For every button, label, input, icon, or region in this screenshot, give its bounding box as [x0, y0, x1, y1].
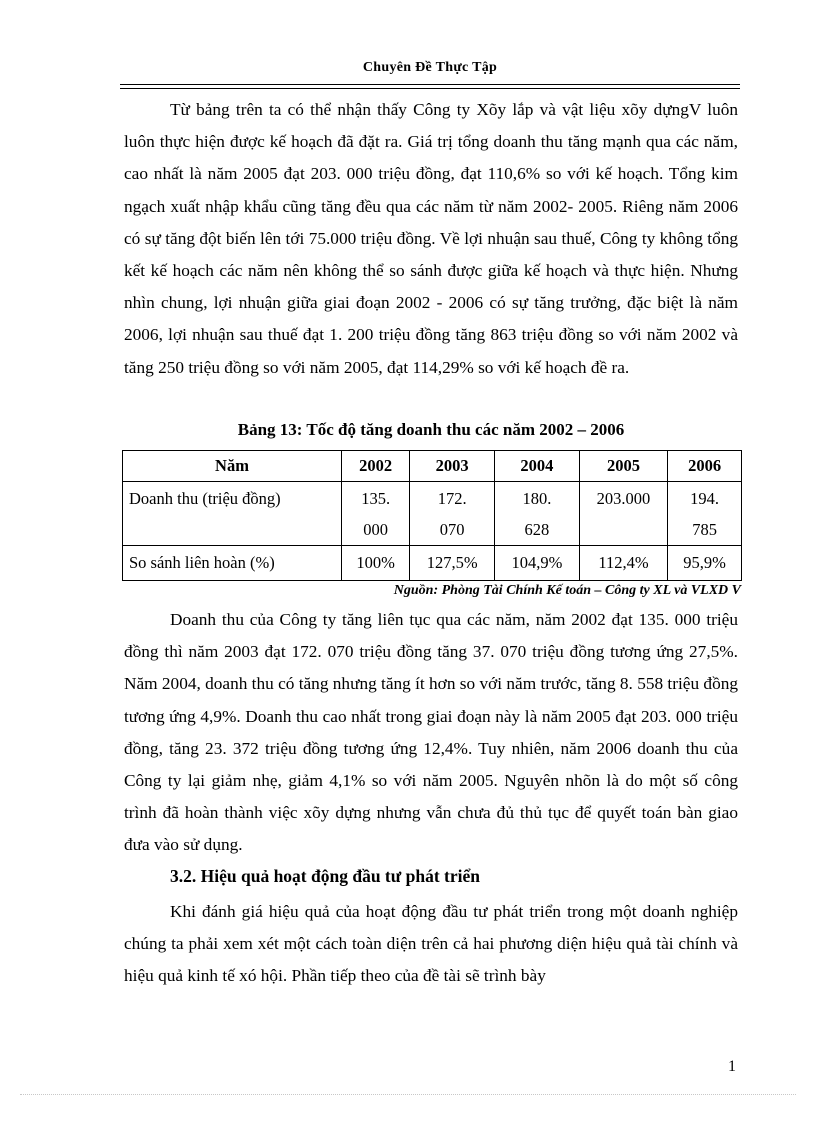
revenue-growth-table	[122, 450, 742, 581]
revenue-2003-line2: 070	[439, 520, 465, 539]
header-cell-2005: 2005	[579, 451, 667, 482]
row-label-comparison: So sánh liên hoàn (%)	[123, 546, 342, 581]
table-row-comparison	[123, 546, 742, 581]
comparison-cell-2005: 112,4%	[579, 546, 667, 581]
revenue-cell-2006	[668, 482, 742, 546]
revenue-cell-2003	[410, 482, 495, 546]
header-cell-2003: 2003	[410, 451, 495, 482]
revenue-2004-line1: 180.	[522, 489, 552, 508]
header-cell-year: Năm	[123, 451, 342, 482]
revenue-cell-2004	[495, 482, 580, 546]
revenue-2006-line2: 785	[692, 520, 717, 539]
page-bottom-border	[20, 1094, 796, 1095]
table-row-revenue	[123, 482, 742, 546]
page-header-title: Chuyên Đề Thực Tập	[362, 60, 498, 75]
revenue-2006-line1: 194.	[690, 489, 720, 508]
header-cell-2004: 2004	[495, 451, 580, 482]
revenue-2003-line1: 172.	[437, 489, 467, 508]
revenue-cell-2002	[342, 482, 410, 546]
revenue-cell-2005	[579, 482, 667, 546]
header-rule-thin	[120, 88, 740, 89]
revenue-2002-line2: 000	[363, 520, 389, 539]
header-cell-2002: 2002	[342, 451, 410, 482]
header-rule	[120, 84, 740, 85]
comparison-cell-2006: 95,9%	[668, 546, 742, 581]
row-label-revenue: Doanh thu (triệu đồng)	[123, 482, 342, 546]
revenue-2002-line1: 135.	[361, 489, 391, 508]
paragraph-1: Từ bảng trên ta có thể nhận thấy Công ty Xõy lắp và vật liệu xõy dựngV luôn luôn thực hiện được kế hoạch đã đặt ra. Giá trị tổng doanh thu tăng mạnh qua các năm, cao nhất là năm 2005 đạt 203. 000 triệu đồng, đạt 110,6% so với kế hoạch. Tổng kim ngạch xuất nhập khẩu cũng tăng đều qua các năm từ năm 2002- 2005. Riêng năm 2006 có sự tăng đột biến lên tới 75.000 triệu đồng. Về lợi nhuận sau thuế, Công ty không tổng kết kế hoạch các năm nên không thể so sánh được giữa kế hoạch và thực hiện. Nhưng nhìn chung, lợi nhuận giữa giai đoạn 2002 - 2006 có sự tăng trưởng, đặc biệt là năm 2006, lợi nhuận sau thuế đạt 1. 200 triệu đồng tăng 863 triệu đồng so với năm 2002 và tăng 250 triệu đồng so với năm 2005, đạt 114,29% so với kế hoạch đề ra.	[124, 100, 738, 377]
section-heading: 3.2. Hiệu quả hoạt động đầu tư phát triển	[170, 866, 481, 886]
comparison-cell-2003: 127,5%	[410, 546, 495, 581]
page-number: 1	[728, 1058, 736, 1075]
revenue-2004-line2: 628	[524, 520, 550, 539]
header-cell-2006: 2006	[668, 451, 742, 482]
comparison-cell-2004: 104,9%	[495, 546, 580, 581]
comparison-cell-2002: 100%	[342, 546, 410, 581]
revenue-2005-line1: 203.000	[596, 489, 651, 508]
paragraph-2: Doanh thu của Công ty tăng liên tục qua các năm, năm 2002 đạt 135. 000 triệu đồng thì năm 2003 đạt 172. 070 triệu đồng tăng 37. 070 triệu đồng tương ứng 27,5%. Năm 2004, doanh thu có tăng nhưng tăng ít hơn so với năm trước, tăng 8. 558 triệu đồng tương ứng 4,9%. Doanh thu cao nhất trong giai đoạn này là năm 2005 đạt 203. 000 triệu đồng, tăng 23. 372 triệu đồng tương ứng 12,4%. Tuy nhiên, năm 2006 doanh thu của Công ty lại giảm nhẹ, giảm 4,1% so với năm 2005. Nguyên nhõn là do một số công trình đã hoàn thành việc xõy dựng nhưng vẫn chưa đủ thủ tục để quyết toán bàn giao đưa vào sử dụng.	[124, 610, 738, 855]
paragraph-3: Khi đánh giá hiệu quả của hoạt động đầu tư phát triển trong một doanh nghiệp chúng ta phải xem xét một cách toàn diện trên cả hai phương diện hiệu quả tài chính và hiệu quả kinh tế xó hội. Phần tiếp theo của đề tài sẽ trình bày	[124, 902, 738, 986]
table-source-note: Nguồn: Phòng Tài Chính Kế toán – Công ty XL và VLXD V	[393, 583, 741, 598]
table-header-row	[123, 451, 742, 482]
table-caption: Bảng 13: Tốc độ tăng doanh thu các năm 2002 – 2006	[237, 420, 625, 439]
